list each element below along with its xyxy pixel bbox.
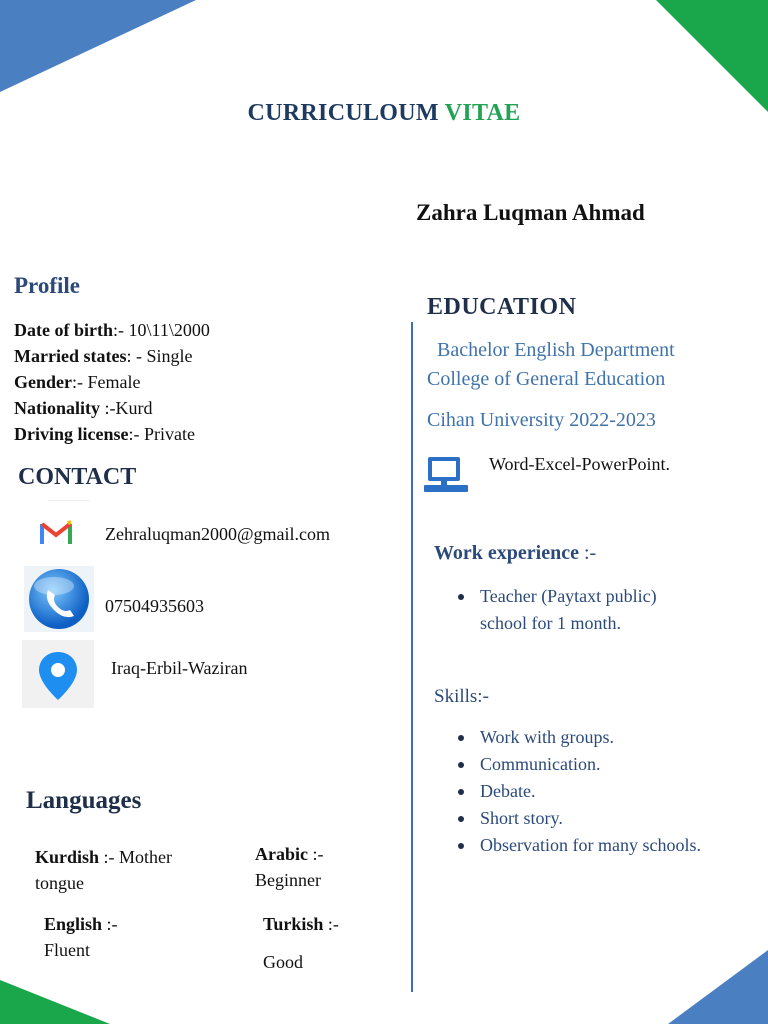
contact-heading: CONTACT [18, 464, 137, 490]
corner-decoration-bottom-left [0, 980, 130, 1024]
person-name: Zahra Luqman Ahmad [416, 200, 645, 225]
work-experience-list [456, 583, 706, 637]
skills-list [456, 724, 706, 859]
corner-decoration-bottom-right [668, 950, 768, 1024]
language-item-turkish: Turkish :- Good [263, 914, 339, 972]
phone-icon [24, 566, 94, 632]
language-item-english: English :- Fluent [44, 914, 118, 960]
profile-item: Driving license:- Private [14, 424, 195, 444]
column-divider [411, 322, 413, 992]
title-word-1: CURRICULOUM [247, 100, 439, 126]
profile-item: Nationality :-Kurd [14, 398, 153, 418]
email-text: Zehraluqman2000@gmail.com [105, 524, 331, 544]
computer-skills-text: Word-Excel-PowerPoint. [489, 454, 671, 474]
computer-icon [422, 454, 470, 501]
work-experience-heading: Work experience :- [434, 542, 597, 564]
profile-heading: Profile [14, 273, 80, 298]
education-university: Cihan University 2022-2023 [427, 409, 656, 431]
list-item: Observation for many schools. [456, 832, 706, 859]
language-item-kurdish: Kurdish :- Mother tongue [35, 847, 173, 893]
list-item: Short story. [456, 805, 706, 832]
profile-item: Married states: - Single [14, 346, 193, 366]
language-item-arabic: Arabic :- Beginner [255, 844, 324, 890]
skills-heading: Skills:- [434, 686, 489, 707]
education-degree: Bachelor English Department [432, 339, 675, 361]
location-pin-icon [22, 640, 94, 708]
profile-item: Date of birth:- 10\11\2000 [14, 320, 210, 340]
divider [48, 500, 90, 501]
phone-text: 07504935603 [105, 596, 204, 616]
languages-heading: Languages [26, 787, 142, 814]
document-title [0, 100, 768, 127]
profile-list [14, 317, 210, 447]
list-item: Teacher (Paytaxt public) school for 1 month. [456, 583, 706, 637]
address-text: Iraq-Erbil-Waziran [111, 658, 248, 678]
education-college: College of General Education [427, 368, 666, 390]
corner-decoration-top-left [0, 0, 200, 95]
list-item: Work with groups. [456, 724, 706, 751]
list-item: Communication. [456, 751, 706, 778]
education-heading: EDUCATION [427, 294, 577, 320]
title-word-2: VITAE [444, 100, 521, 126]
gmail-icon [22, 504, 90, 560]
profile-item: Gender:- Female [14, 372, 141, 392]
list-item: Debate. [456, 778, 706, 805]
